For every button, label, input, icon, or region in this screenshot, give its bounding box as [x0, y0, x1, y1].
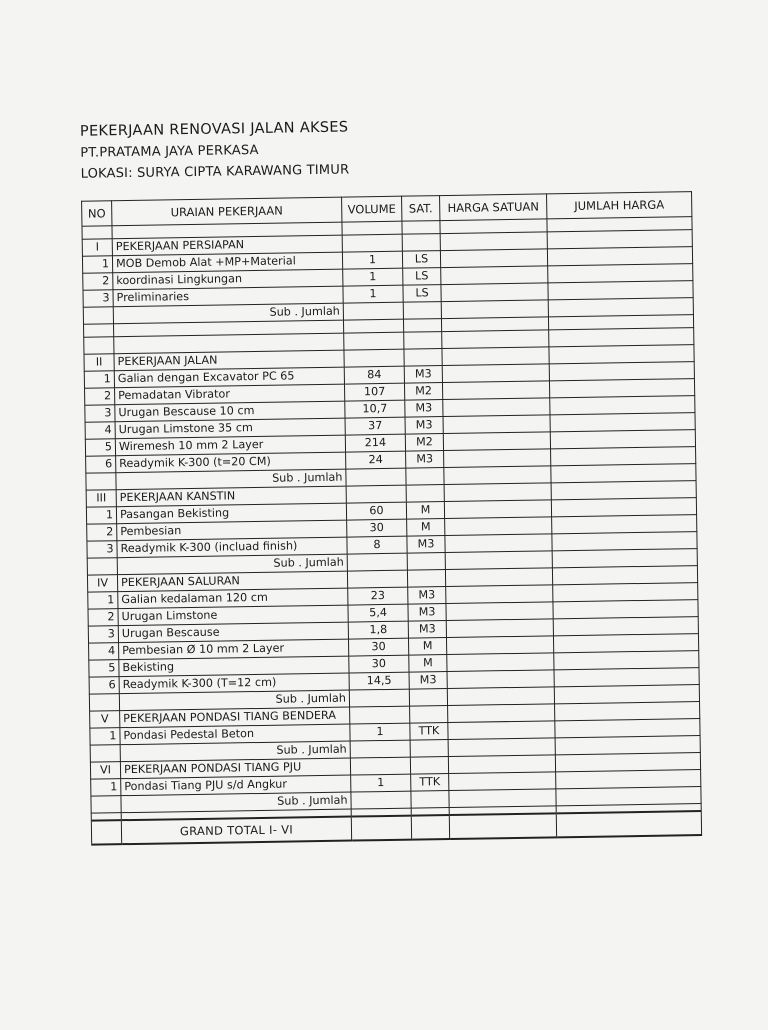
empty-cell — [344, 349, 404, 367]
item-unit: M — [407, 519, 445, 537]
item-number: 6 — [89, 677, 119, 694]
item-number: 5 — [89, 660, 119, 677]
empty-cell — [86, 473, 116, 490]
empty-cell — [84, 337, 114, 354]
empty-cell — [410, 706, 448, 724]
item-unit: M3 — [404, 366, 442, 384]
item-unit: M3 — [406, 451, 444, 469]
item-description: Bekisting — [119, 656, 349, 677]
empty-cell — [440, 232, 547, 251]
item-number: 3 — [83, 290, 113, 307]
item-number: 1 — [91, 779, 121, 796]
empty-cell — [444, 466, 551, 485]
empty-cell — [90, 745, 120, 762]
item-number: 1 — [82, 256, 112, 273]
empty-cell — [448, 738, 555, 757]
item-unit: LS — [403, 285, 441, 303]
company-name: PT.PRATAMA JAYA PERKASA — [80, 142, 259, 161]
header-unit-price: HARGA SATUAN — [440, 194, 547, 221]
item-unit-price — [445, 517, 552, 536]
item-description: Readymik K-300 (t=20 CM) — [116, 452, 346, 473]
subtotal-label: Sub . Jumlah — [116, 469, 346, 490]
subtotal-label: Sub . Jumlah — [119, 690, 349, 711]
section-number: V — [90, 711, 120, 728]
project-title: PEKERJAAN RENOVASI JALAN AKSES — [79, 119, 349, 140]
empty-cell — [441, 300, 548, 319]
item-unit-price — [443, 398, 550, 417]
item-number: 3 — [88, 626, 118, 643]
item-description: Pasangan Bekisting — [116, 503, 346, 524]
table-body — [82, 217, 702, 845]
item-unit-price — [440, 249, 547, 268]
item-description: koordinasi Lingkungan — [113, 269, 343, 290]
subtotal-label: Sub . Jumlah — [113, 303, 343, 324]
empty-cell — [402, 221, 440, 235]
item-number: 1 — [86, 507, 116, 524]
item-number: 3 — [87, 541, 117, 558]
item-description: Pembesian — [117, 520, 347, 541]
item-unit-price — [442, 381, 549, 400]
empty-cell — [404, 349, 442, 367]
item-volume: 1 — [351, 774, 411, 792]
empty-cell — [407, 553, 445, 571]
empty-cell — [347, 553, 407, 571]
item-number: 3 — [85, 405, 115, 422]
item-volume: 60 — [346, 502, 406, 520]
section-title: PEKERJAAN PONDASI TIANG PJU — [120, 758, 350, 779]
item-unit-price — [442, 364, 549, 383]
item-volume: 107 — [344, 383, 404, 401]
subtotal-label: Sub . Jumlah — [121, 792, 351, 813]
item-unit: M2 — [405, 434, 443, 452]
item-volume: 1 — [343, 268, 403, 286]
empty-cell — [409, 689, 447, 707]
empty-cell — [346, 468, 406, 486]
empty-cell — [444, 483, 551, 502]
header-total-price: JUMLAH HARGA — [547, 192, 692, 219]
item-unit: M3 — [408, 587, 446, 605]
item-volume: 84 — [344, 366, 404, 384]
document-header — [80, 118, 350, 185]
item-volume: 5,4 — [348, 604, 408, 622]
item-description: Pembesian Ø 10 mm 2 Layer — [119, 639, 349, 660]
section-number: IV — [87, 575, 117, 592]
item-unit-price — [443, 432, 550, 451]
section-number: II — [84, 354, 114, 371]
item-unit: M2 — [404, 383, 442, 401]
item-description: Pondasi Pedestal Beton — [120, 724, 350, 745]
empty-cell — [344, 332, 404, 350]
empty-cell — [404, 332, 442, 350]
empty-cell — [87, 558, 117, 575]
item-number: 6 — [86, 456, 116, 473]
item-description: Wiremesh 10 mm 2 Layer — [115, 435, 345, 456]
item-unit-price — [446, 602, 553, 621]
item-unit: M — [409, 655, 447, 673]
item-volume: 30 — [349, 655, 409, 673]
empty-cell — [442, 347, 549, 366]
item-number: 4 — [89, 643, 119, 660]
item-description: MOB Demob Alat +MP+Material — [112, 252, 342, 273]
item-number: 5 — [85, 439, 115, 456]
item-unit: M3 — [407, 536, 445, 554]
item-volume: 214 — [345, 434, 405, 452]
item-description: Pemadatan Vibrator — [115, 384, 345, 405]
item-volume: 1,8 — [348, 621, 408, 639]
item-number: 2 — [87, 524, 117, 541]
empty-cell — [82, 226, 112, 239]
subtotal-label: Sub . Jumlah — [120, 741, 350, 762]
empty-cell — [449, 789, 556, 808]
item-unit-price — [443, 415, 550, 434]
item-unit: M3 — [408, 621, 446, 639]
item-unit-price — [444, 449, 551, 468]
empty-cell — [350, 757, 410, 775]
item-unit-price — [446, 619, 553, 638]
item-unit: M — [408, 638, 446, 656]
item-description: Urugan Bescause 10 cm — [115, 401, 345, 422]
empty-cell — [351, 791, 411, 809]
empty-cell — [445, 568, 552, 587]
item-unit: LS — [403, 268, 441, 286]
empty-cell — [447, 687, 554, 706]
item-unit-price — [447, 670, 554, 689]
item-volume: 8 — [347, 536, 407, 554]
item-volume: 37 — [345, 417, 405, 435]
item-number: 2 — [83, 273, 113, 290]
section-title: PEKERJAAN KANSTIN — [116, 486, 346, 507]
header-description: URAIAN PEKERJAAN — [112, 197, 342, 226]
empty-cell — [407, 570, 445, 588]
section-number: I — [82, 239, 112, 256]
header-unit: SAT. — [402, 196, 440, 222]
item-description: Galian kedalaman 120 cm — [118, 588, 348, 609]
item-volume: 30 — [348, 638, 408, 656]
empty-cell — [349, 689, 409, 707]
item-description: Readymik K-300 (incluad finish) — [117, 537, 347, 558]
empty-cell — [350, 740, 410, 758]
empty-cell — [410, 757, 448, 775]
item-volume: 10,7 — [345, 400, 405, 418]
item-unit: M — [406, 502, 444, 520]
item-unit-price — [441, 283, 548, 302]
empty-cell — [406, 485, 444, 503]
empty-cell — [448, 755, 555, 774]
item-description: Pondasi Tiang PJU s/d Angkur — [121, 775, 351, 796]
empty-cell — [350, 706, 410, 724]
empty-cell — [343, 302, 403, 320]
item-number: 2 — [88, 609, 118, 626]
item-unit: M3 — [405, 417, 443, 435]
section-title: PEKERJAAN PERSIAPAN — [112, 235, 342, 256]
item-description: Urugan Limstone 35 cm — [115, 418, 345, 439]
empty-cell — [411, 815, 449, 840]
empty-cell — [84, 324, 114, 337]
section-number: III — [86, 490, 116, 507]
empty-cell — [403, 302, 441, 320]
empty-cell — [91, 796, 121, 813]
empty-cell — [556, 811, 701, 837]
header-no: NO — [82, 201, 112, 226]
empty-cell — [445, 551, 552, 570]
empty-cell — [448, 704, 555, 723]
item-unit-price — [447, 653, 554, 672]
item-number: 1 — [90, 728, 120, 745]
item-unit: TTK — [411, 774, 449, 792]
item-unit: LS — [402, 251, 440, 269]
subtotal-label: Sub . Jumlah — [117, 554, 347, 575]
item-volume: 24 — [346, 451, 406, 469]
empty-cell — [442, 330, 549, 349]
empty-cell — [351, 816, 411, 841]
item-unit: M3 — [409, 672, 447, 690]
empty-cell — [406, 468, 444, 486]
item-volume: 1 — [342, 251, 402, 269]
empty-cell — [403, 319, 441, 333]
empty-cell — [411, 791, 449, 809]
section-title: PEKERJAAN SALURAN — [117, 571, 347, 592]
empty-cell — [347, 570, 407, 588]
item-number: 4 — [85, 422, 115, 439]
item-unit: TTK — [410, 723, 448, 741]
empty-cell — [449, 813, 556, 839]
bill-of-quantities-table — [81, 191, 702, 846]
empty-cell — [410, 740, 448, 758]
item-number: 1 — [88, 592, 118, 609]
item-unit: M3 — [408, 604, 446, 622]
item-unit-price — [441, 266, 548, 285]
empty-cell — [89, 694, 119, 711]
item-volume: 1 — [343, 285, 403, 303]
empty-cell — [343, 319, 403, 333]
empty-cell — [342, 221, 402, 235]
project-location: LOKASI: SURYA CIPTA KARAWANG TIMUR — [80, 162, 350, 182]
item-unit: M3 — [405, 400, 443, 418]
item-description: Urugan Limstone — [118, 605, 348, 626]
section-title: PEKERJAAN JALAN — [114, 350, 344, 371]
item-unit-price — [446, 636, 553, 655]
section-number: VI — [90, 762, 120, 779]
empty-cell — [83, 307, 113, 324]
item-volume: 23 — [348, 587, 408, 605]
section-title: PEKERJAAN PONDASI TIANG BENDERA — [120, 707, 350, 728]
item-description: Preliminaries — [113, 286, 343, 307]
item-unit-price — [445, 534, 552, 553]
item-description: Readymik K-300 (T=12 cm) — [119, 673, 349, 694]
item-number: 1 — [84, 371, 114, 388]
item-volume: 1 — [350, 723, 410, 741]
empty-cell — [91, 820, 121, 844]
header-volume: VOLUME — [342, 196, 402, 222]
grand-total-label: GRAND TOTAL I- VI — [121, 817, 351, 845]
item-description: Galian dengan Excavator PC 65 — [114, 367, 344, 388]
empty-cell — [346, 485, 406, 503]
item-unit-price — [446, 585, 553, 604]
item-volume: 30 — [347, 519, 407, 537]
item-volume: 14,5 — [349, 672, 409, 690]
item-unit-price — [449, 772, 556, 791]
item-unit-price — [444, 500, 551, 519]
item-description: Urugan Bescause — [118, 622, 348, 643]
empty-cell — [402, 234, 440, 252]
item-unit-price — [448, 721, 555, 740]
item-number: 2 — [85, 388, 115, 405]
empty-cell — [342, 234, 402, 252]
